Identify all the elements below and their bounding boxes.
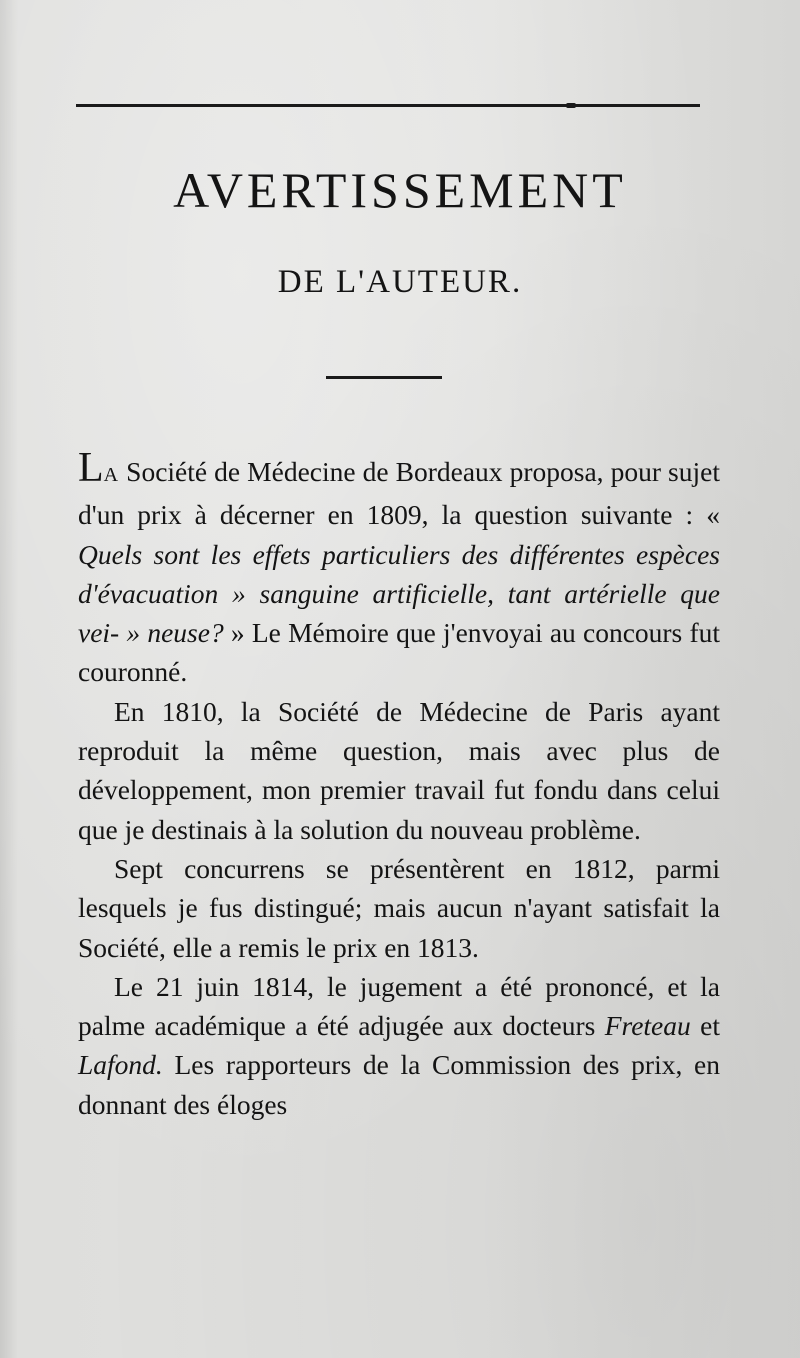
paragraph-1-text-a: Société de Médecine de Bordeaux proposa, pour sujet d'un prix à décerner en 1809, la question suivante : « [78, 456, 720, 531]
small-cap: A [103, 464, 120, 486]
top-ornamental-rule [76, 104, 700, 107]
paragraph-1-text-b: » Le Mémoire que j'envoyai au concours fut couronné. [78, 617, 721, 688]
name-lafond: Lafond. [78, 1049, 163, 1081]
paragraph-1 [78, 445, 721, 692]
paragraph-2: En 1810, la Société de Médecine de Paris ayant reproduit la même question, mais avec plus de développement, mon premier travail fut fondu dans celui que je destinais à la solution du nouveau problème. [78, 695, 720, 845]
paragraph-4-text-b: et [690, 1010, 720, 1042]
name-freteau: Freteau [604, 1010, 691, 1042]
paragraph-4-text-c: Les rapporteurs de la Commission des prix, en donnant des éloges [78, 1049, 720, 1120]
paragraph-1-italic-question: Quels sont les effets particuliers des différentes espèces d'évacuation » sanguine artificielle, tant artérielle que vei- » neuse? [78, 538, 720, 649]
body-text [78, 445, 721, 1124]
paragraph-3: Sept concurrens se présentèrent en 1812, parmi lesquels je fus distingué; mais aucun n'ayant satisfait la Société, elle a remis le prix en 1813. [78, 852, 720, 963]
paragraph-4-text-a: Le 21 juin 1814, le jugement a été prononcé, et la palme académique a été adjugée aux docteurs [78, 970, 720, 1042]
page-subtitle: DE L'AUTEUR. [277, 264, 523, 300]
page-title: AVERTISSEMENT [173, 162, 627, 218]
paragraph-4 [78, 967, 720, 1124]
section-divider-rule [326, 376, 442, 379]
drop-cap: L [78, 445, 104, 491]
